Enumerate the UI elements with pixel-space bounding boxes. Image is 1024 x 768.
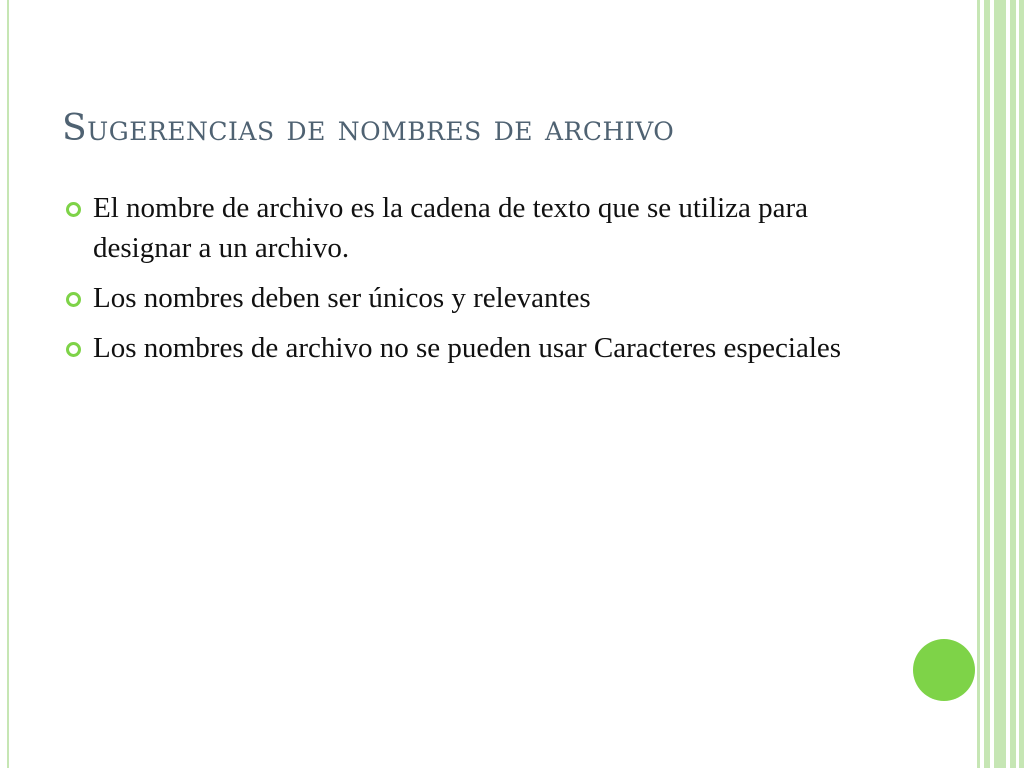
left-border-rule bbox=[7, 0, 9, 768]
bullet-item-2 bbox=[62, 278, 902, 318]
right-stripe-3 bbox=[994, 0, 1006, 768]
bullet-list bbox=[62, 188, 902, 378]
bullet-text-2: Los nombres deben ser únicos y relevantes bbox=[93, 282, 591, 314]
green-circle-icon bbox=[913, 639, 975, 701]
ring-bullet-icon bbox=[66, 202, 81, 217]
ring-bullet-icon bbox=[66, 292, 81, 307]
bullet-item-3 bbox=[62, 328, 902, 368]
right-stripe-1 bbox=[977, 0, 980, 768]
right-stripe-4 bbox=[1010, 0, 1016, 768]
right-stripe-5 bbox=[1019, 0, 1024, 768]
right-stripe-2 bbox=[984, 0, 990, 768]
bullet-text-3: Los nombres de archivo no se pueden usar Caracteres especiales bbox=[93, 332, 842, 364]
bullet-item-1 bbox=[62, 188, 902, 268]
slide-title: Sugerencias de nombres de archivo bbox=[62, 108, 675, 149]
bullet-text-1: El nombre de archivo es la cadena de texto que se utiliza para designar a un archivo. bbox=[93, 192, 809, 264]
ring-bullet-icon bbox=[66, 342, 81, 357]
